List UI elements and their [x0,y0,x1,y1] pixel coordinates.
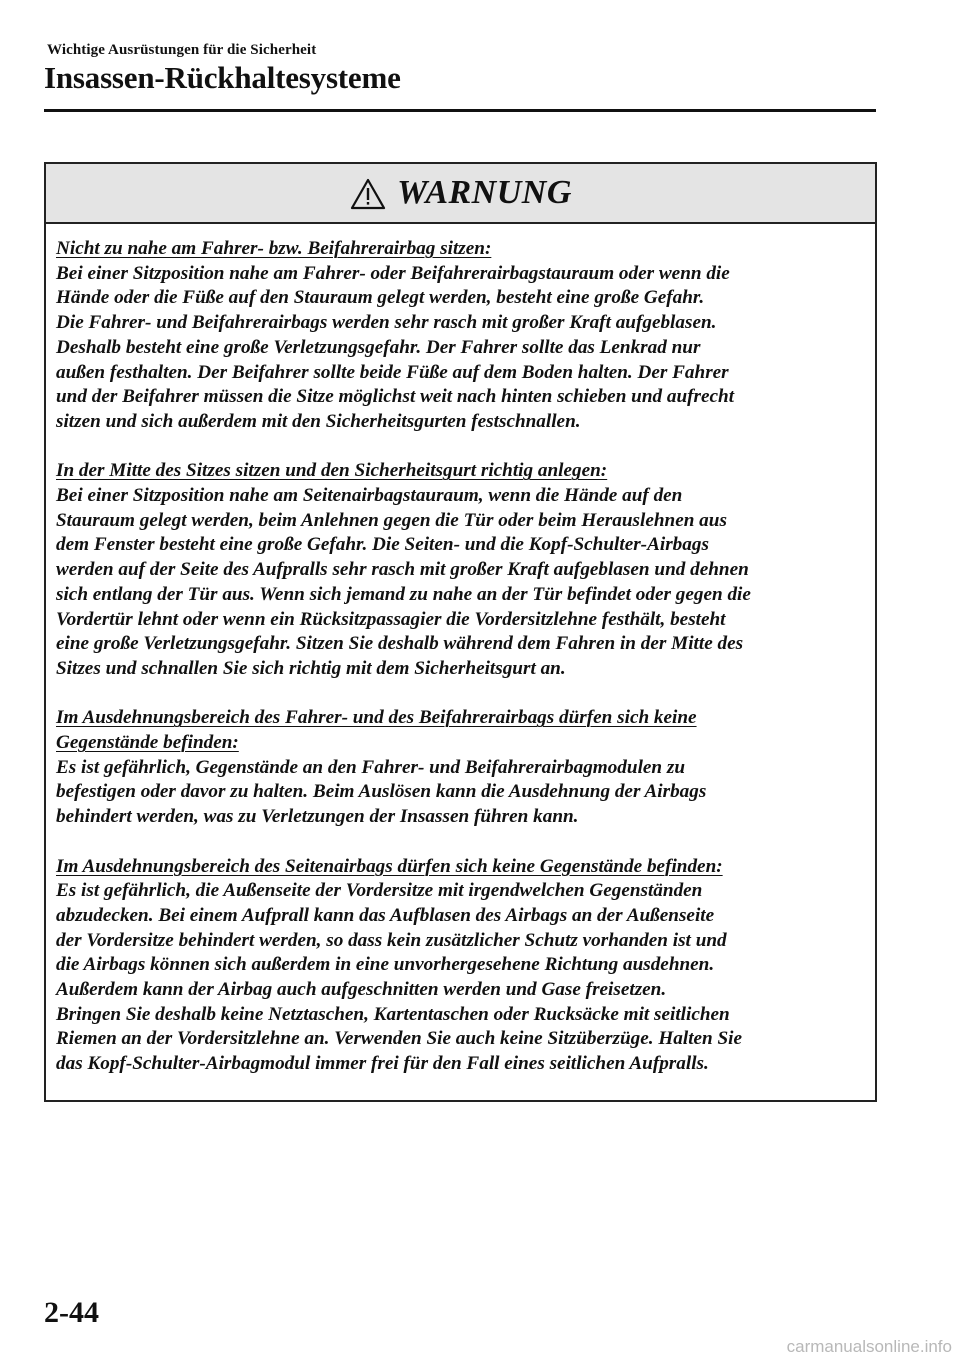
paragraph-line: Riemen an der Vordersitzlehne an. Verwenden Sie auch keine Sitzüberzüge. Halten Sie [56,1028,743,1050]
paragraph-line: Bei einer Sitzposition nahe am Seitenairbagstauraum, wenn die Hände auf den [56,485,683,507]
paragraph-line: werden auf der Seite des Aufpralls sehr rasch mit großer Kraft aufgeblasen und dehnen [56,559,749,581]
paragraph-line: eine große Verletzungsgefahr. Sitzen Sie deshalb während dem Fahren in der Mitte des [56,633,744,655]
paragraph-line: Es ist gefährlich, die Außenseite der Vordersitze mit irgendwelchen Gegenständen [56,880,703,902]
warning-paragraph [56,706,869,830]
warning-paragraph [56,237,869,435]
paragraph-heading: Im Ausdehnungsbereich des Fahrer- und des Beifahrerairbags dürfen sich keine [56,707,697,729]
paragraph-line: befestigen oder davor zu halten. Beim Auslösen kann die Ausdehnung der Airbags [56,781,707,803]
paragraph-line: Deshalb besteht eine große Verletzungsgefahr. Der Fahrer sollte das Lenkrad nur [56,336,701,358]
paragraph-line: die Airbags können sich außerdem in eine unvorhergesehene Richtung ausdehnen. [56,954,715,976]
warning-paragraph [56,459,869,681]
paragraph-line: Bei einer Sitzposition nahe am Fahrer- oder Beifahrerairbagstauraum oder wenn die [56,262,730,284]
chapter-title: Insassen-Rückhaltesysteme [44,60,401,95]
paragraph-line: außen festhalten. Der Beifahrer sollte beide Füße auf dem Boden halten. Der Fahrer [56,361,729,383]
paragraph-line: Außerdem kann der Airbag auch aufgeschnitten werden und Gase freisetzen. [56,979,667,1001]
paragraph-heading: Nicht zu nahe am Fahrer- bzw. Beifahrerairbag sitzen: [56,238,492,259]
paragraph-line: der Vordersitze behindert werden, so dass kein zusätzlicher Schutz vorhanden ist und [56,929,727,951]
paragraph-line: abzudecken. Bei einem Aufprall kann das Aufblasen des Airbags an der Außenseite [56,904,715,926]
paragraph-line: Die Fahrer- und Beifahrerairbags werden sehr rasch mit großer Kraft aufgeblasen. [56,312,717,334]
paragraph-line: Bringen Sie deshalb keine Netztaschen, Kartentaschen oder Rucksäcke mit seitlichen [56,1003,730,1025]
title-rule [44,109,876,112]
warning-box [44,162,877,1102]
warning-paragraph [56,855,869,1077]
paragraph-heading: Gegenstände befinden: [56,732,239,754]
warning-triangle-icon [349,177,387,211]
paragraph-line: dem Fenster besteht eine große Gefahr. Die Seiten- und die Kopf-Schulter-Airbags [56,534,709,556]
paragraph-heading: Im Ausdehnungsbereich des Seitenairbags dürfen sich keine Gegenstände befinden: [56,855,723,877]
section-label: Wichtige Ausrüstungen für die Sicherheit [47,42,317,58]
paragraph-line: sitzen und sich außerdem mit den Sicherheitsgurten festschnallen. [56,410,581,432]
warning-title: WARNUNG [397,174,572,211]
paragraph-line: behindert werden, was zu Verletzungen der Insassen führen kann. [56,806,579,828]
paragraph-heading: In der Mitte des Sitzes sitzen und den Sicherheitsgurt richtig anlegen: [56,460,608,482]
paragraph-line: Stauraum gelegt werden, beim Anlehnen gegen die Tür oder beim Herauslehnen aus [56,509,727,531]
warning-header [46,164,875,224]
paragraph-line: Hände oder die Füße auf den Stauraum gelegt werden, besteht eine große Gefahr. [56,287,705,309]
paragraph-line: sich entlang der Tür aus. Wenn sich jemand zu nahe an der Tür befindet oder gegen die [56,583,751,605]
paragraph-line: das Kopf-Schulter-Airbagmodul immer frei für den Fall eines seitlichen Aufpralls. [56,1053,709,1075]
paragraph-line: Sitzes und schnallen Sie sich richtig mit dem Sicherheitsgurt an. [56,657,566,679]
paragraph-line: Vordertür lehnt oder wenn ein Rücksitzpassagier die Vordersitzlehne festhält, besteht [56,608,726,630]
page-number: 2-44 [44,1296,99,1329]
paragraph-line: Es ist gefährlich, Gegenstände an den Fahrer- und Beifahrerairbagmodulen zu [56,756,686,778]
warning-body [46,224,875,1077]
watermark: carmanualsonline.info [786,1337,952,1356]
paragraph-line: und der Beifahrer müssen die Sitze möglichst weit nach hinten schieben und aufrecht [56,386,735,408]
